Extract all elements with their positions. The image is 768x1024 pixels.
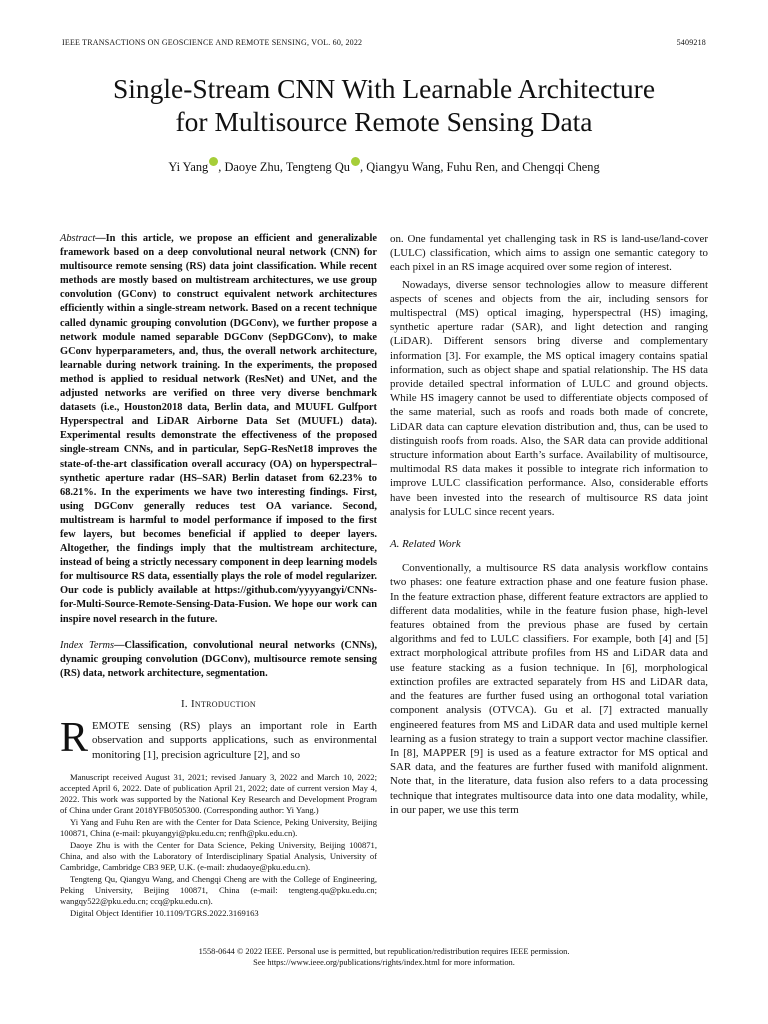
footnote-doi: Digital Object Identifier 10.1109/TGRS.2022.3169163: [70, 907, 259, 918]
abstract-text: —In this article, we propose an efficient and generalizable framework based on a deep convolutional neural network (CNN) for multisource remote sensing (RS) data joint classification. While recent methods are mostly based on multistream architectures, we use group convolution (GConv) to construct equivalent network architectures efficiently within a single-stream network. Based on a recent technique called dynamic grouping convolution (DGConv), we further propose a network module named separable DGConv (SepDGConv), to make GConv hyperparameters, and, thus, the overall network architecture, learnable during network training. In the experiments, the proposed method is applied to residual network (ResNet) and UNet, and the adjusted networks are verified on three very diverse benchmark datasets (i.e., Houston2018 data, Berlin data, and MUUFL Gulfport Hyperspectral and LiDAR Airborne Data Set (MUUFL) data). Experimental results demonstrate the effectiveness of the proposed single-stream CNNs, and in particular, SepG-ResNet18 improves the state-of-the-art classification overall accuracy (OA) on hyperspectral–synthetic aperture radar (HS–SAR) Berlin dataset from 62.23% to 68.21%. In the experiments we have two interesting findings. First, using DGConv generally reduces test OA variance. Second, multistream is harmful to model performance if imposed to the first few layers, but becomes beneficial if applied to deeper layers. Altogether, the findings imply that the multistream architecture, instead of being a strictly necessary component in deep learning models for multisource RS data, essentially plays the role of model regularizer. Our code is publicly available at https://github.com/yyyyangyi/CNNs-for-Multi-Source-Remote-Sensing-Data-Fusion. We hope our work can inspire novel research in the future.: [60, 233, 377, 625]
title-line-2: for Multisource Remote Sensing Data: [175, 106, 593, 137]
body-paragraph: Nowadays, diverse sensor technologies allow to measure different aspects of scenes and objects from the air, including sensors for multispectral (MS) optical imaging, hyperspectral (HS) imaging, synthetic aperture radar (SAR), and light detection and ranging (LiDAR). Different sensors bring diverse and complementary information [3]. For example, the MS optical imagery contains spatial information, such as object shape and spatial relationship. The HS data provide detailed spectral information of LULC and ground objects. While HS imagery cannot be used to differentiate objects composed of the same material, such as roofs and roads both made of concrete, LiDAR data can capture elevation distribution and, thus, can be used to distinguish roofs from roads. Also, the SAR data can provide additional structure information about Earth’s surface. Availability of multisource, multimodal RS data makes it possible to integrate rich information to improve LULC classification performance. Also, considerable efforts have been invested into the research of multisource RS data joint analysis for LULC since recent years.: [390, 278, 708, 518]
footnote-affiliation: Daoye Zhu is with the Center for Data Science, Peking University, Beijing 100871, China, and also with the Laboratory of Interdisciplinary Spatial Analysis, University of Cambridge, Cambridge CB3 9EP, U.K. (e-mail: zhudaoye@pku.edu.cn).: [60, 839, 377, 872]
page-number: 5409218: [676, 38, 706, 47]
intro-text: EMOTE sensing (RS) plays an important role in Earth observation and supports applications, such as environmental monitoring [1], precision agriculture [2], and so: [92, 720, 377, 761]
abstract-label: Abstract: [60, 233, 96, 244]
index-terms-text: —Classification, convolutional neural networks (CNNs), dynamic grouping convolution (DGConv), multisource remote sensing (RS) data, network architecture, segmentation.: [60, 639, 377, 679]
intro-paragraph: [60, 715, 377, 762]
copyright-notice: [40, 946, 728, 968]
journal-name: IEEE TRANSACTIONS ON GEOSCIENCE AND REMOTE SENSING, VOL. 60, 2022: [62, 38, 363, 47]
orcid-icon[interactable]: [209, 157, 218, 166]
footnote-affiliation: Yi Yang and Fuhu Ren are with the Center for Data Science, Peking University, Beijing 100871, China (e-mail: pkuyangyi@pku.edu.cn; renfh@pku.edu.cn).: [60, 816, 377, 838]
running-header: [62, 38, 706, 47]
footnotes: [60, 772, 377, 919]
title-line-1: Single-Stream CNN With Learnable Architecture: [112, 73, 656, 104]
copyright-line-2: See https://www.ieee.org/publications/rights/index.html for more information.: [253, 958, 515, 967]
orcid-icon[interactable]: [351, 157, 360, 166]
subsection-heading: A. Related Work: [390, 538, 461, 551]
index-terms-label: Index Terms: [60, 639, 115, 651]
section-title: Introduction: [190, 697, 256, 710]
footnote-manuscript: Manuscript received August 31, 2021; revised January 3, 2022 and March 10, 2022; accepted April 6, 2022. Date of publication April 21, 2022; date of current version May 4, 2022. This work was supported by the National Key Research and Development Program of China under Grant 2018YFB0505300. (Corresponding author: Yi Yang.): [60, 771, 377, 815]
index-terms: [60, 639, 377, 681]
author-list: [40, 157, 728, 175]
body-paragraph: on. One fundamental yet challenging task in RS is land-use/land-cover (LULC) classification, which aims to assign one semantic category to each pixel in an RS image acquired over some region of interest.: [390, 233, 708, 274]
section-heading-introduction: [60, 697, 377, 711]
drop-cap: R: [60, 715, 89, 762]
section-numeral: I.: [181, 697, 191, 710]
copyright-line-1: 1558-0644 © 2022 IEEE. Personal use is permitted, but republication/redistribution requires IEEE permission.: [198, 947, 570, 956]
footnote-affiliation: Tengteng Qu, Qiangyu Wang, and Chengqi Cheng are with the College of Engineering, Peking University, Beijing 100871, China (e-mail: tengteng.qu@pku.edu.cn; wangqy522@pku.edu.cn; ccq@pku.edu.cn).: [60, 873, 377, 906]
author-text-2: , Daoye Zhu, Tengteng Qu: [218, 160, 350, 174]
abstract: [60, 232, 377, 627]
author-text-1: Yi Yang: [168, 160, 209, 174]
author-text-3: , Qiangyu Wang, Fuhu Ren, and Chengqi Cheng: [360, 160, 600, 174]
paper-title: [40, 72, 728, 138]
left-column: [60, 232, 377, 920]
body-paragraph: Conventionally, a multisource RS data analysis workflow contains two phases: one feature extraction phase and one feature fusion phase. In the feature extraction phase, different feature extractors are applied to different data modalities, while in the feature fusion phase, high-level features obtained from the previous phase are fused by certain algorithms and fed to LULC classifiers. For example, both [4] and [5] extract morphological attribute profiles from HS and LiDAR data and use feature stacking as a fusion technique. In [6], morphological extinction profiles are extracted separately from HS and LiDAR data, and the features are further fused using an orthogonal total variation component analysis (OTVCA). Gu et al. [7] extracted manually engineered features from MS and LiDAR data and used multiple kernel learning as a fusion strategy to train a support vector machine classifier. In [8], MAPPER [9] is used as a feature extractor for MS optical and SAR data, and the features are further fused with manifold alignment. Note that, in the literature, data fusion also refers to a data processing technique that integrates multisource data into one data modality, while, in our paper, we use this term: [390, 562, 708, 816]
right-column: [390, 232, 708, 820]
